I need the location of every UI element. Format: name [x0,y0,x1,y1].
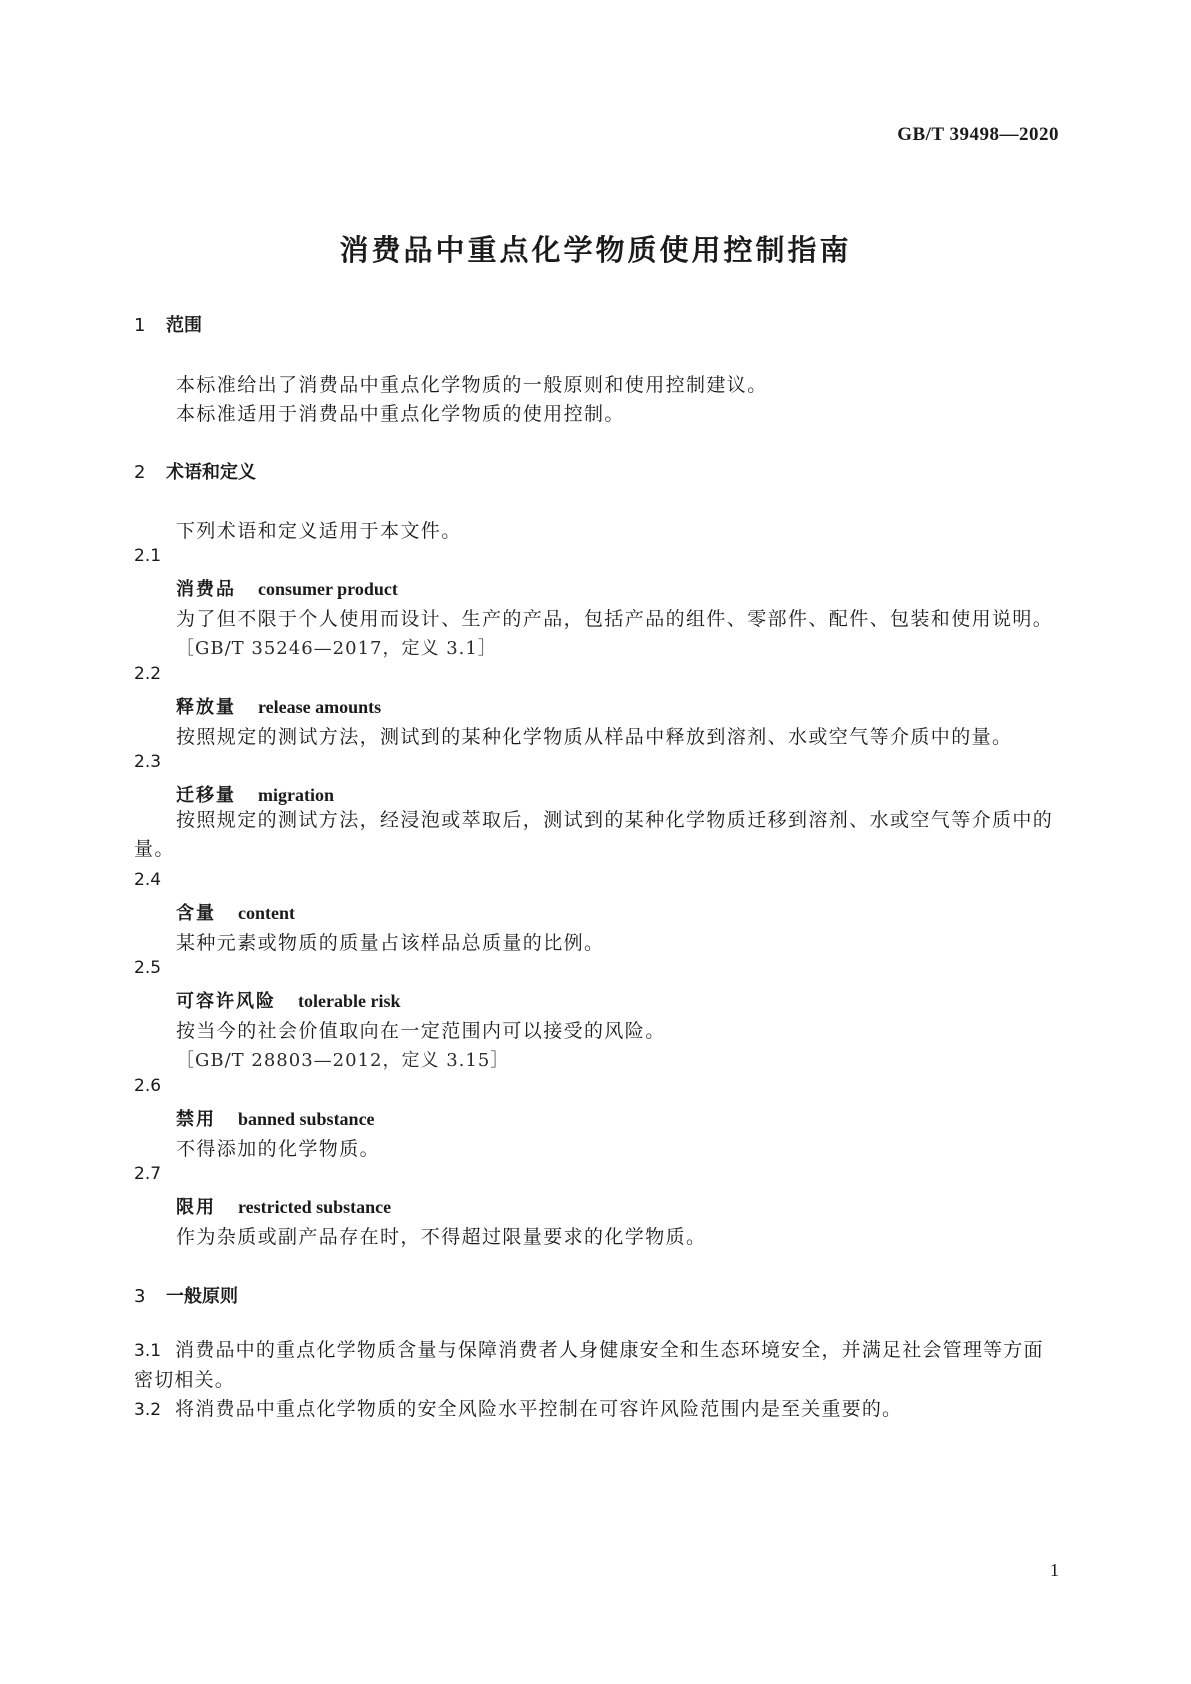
term-definition: 按当今的社会价值取向在一定范围内可以接受的风险。 [176,1020,666,1042]
section-number: 2 [134,462,146,483]
term-chinese: 消费品 [176,579,236,600]
term-definition: 为了但不限于个人使用而设计、生产的产品，包括产品的组件、零部件、配件、包装和使用说明。 [176,608,1054,630]
term-english: release amounts [258,697,382,717]
term-number: 2.3 [134,752,162,772]
section-2-heading [134,458,256,484]
term-english: tolerable risk [298,991,401,1011]
section-2-intro: 下列术语和定义适用于本文件。 [176,520,462,542]
term-english: migration [258,785,334,805]
clause-text: 消费品中的重点化学物质含量与保障消费者人身健康安全和生态环境安全，并满足社会管理等方面密切相关。 [134,1339,1044,1391]
term-chinese: 禁用 [176,1109,216,1130]
term-chinese: 可容许风险 [176,991,276,1012]
section-title: 一般原则 [166,1286,238,1307]
term-title [176,781,334,807]
term-chinese: 迁移量 [176,785,236,806]
section-title: 术语和定义 [166,462,256,483]
term-number: 2.1 [134,546,162,566]
term-chinese: 释放量 [176,697,236,718]
section-1-paragraph-1: 本标准给出了消费品中重点化学物质的一般原则和使用控制建议。 [176,374,768,396]
term-number: 2.4 [134,870,162,890]
term-number: 2.5 [134,958,162,978]
section-number: 3 [134,1286,146,1307]
term-title [176,1193,391,1219]
standard-code: GB/T 39498—2020 [897,124,1059,145]
term-definition: 不得添加的化学物质。 [176,1138,381,1160]
term-number: 2.2 [134,664,162,684]
section-title: 范围 [166,315,202,336]
clause-3-2 [134,1395,1060,1425]
section-1-paragraph-2: 本标准适用于消费品中重点化学物质的使用控制。 [176,403,625,425]
document-title: 消费品中重点化学物质使用控制指南 [339,233,852,267]
page-number: 1 [1050,1560,1059,1580]
clause-3-1 [134,1336,1060,1395]
clause-text: 将消费品中重点化学物质的安全风险水平控制在可容许风险范围内是至关重要的。 [175,1398,903,1420]
term-source: ［GB/T 35246—2017，定义 3.1］ [176,638,497,659]
term-definition: 作为杂质或副产品存在时，不得超过限量要求的化学物质。 [176,1226,707,1248]
section-3-heading [134,1282,238,1308]
term-number: 2.7 [134,1164,162,1184]
term-english: consumer product [258,579,398,599]
term-english: content [238,903,295,923]
term-definition: 按照规定的测试方法，经浸泡或萃取后，测试到的某种化学物质迁移到溶剂、水或空气等介质中的量。 [134,809,1054,860]
term-english: banned substance [238,1109,375,1129]
section-number: 1 [134,315,146,336]
term-title [176,1105,375,1131]
clause-number: 3.1 [134,1341,162,1361]
term-title [176,575,398,601]
term-definition: 某种元素或物质的质量占该样品总质量的比例。 [176,932,605,954]
term-chinese: 限用 [176,1197,216,1218]
term-title [176,693,381,719]
term-english: restricted substance [238,1197,392,1217]
term-definition: 按照规定的测试方法，测试到的某种化学物质从样品中释放到溶剂、水或空气等介质中的量。 [176,726,1013,748]
term-chinese: 含量 [176,903,216,924]
section-1-heading [134,311,202,337]
term-title [176,987,400,1013]
term-title [176,899,295,925]
clause-number: 3.2 [134,1400,162,1420]
term-source: ［GB/T 28803—2012，定义 3.15］ [176,1050,510,1071]
term-number: 2.6 [134,1076,162,1096]
